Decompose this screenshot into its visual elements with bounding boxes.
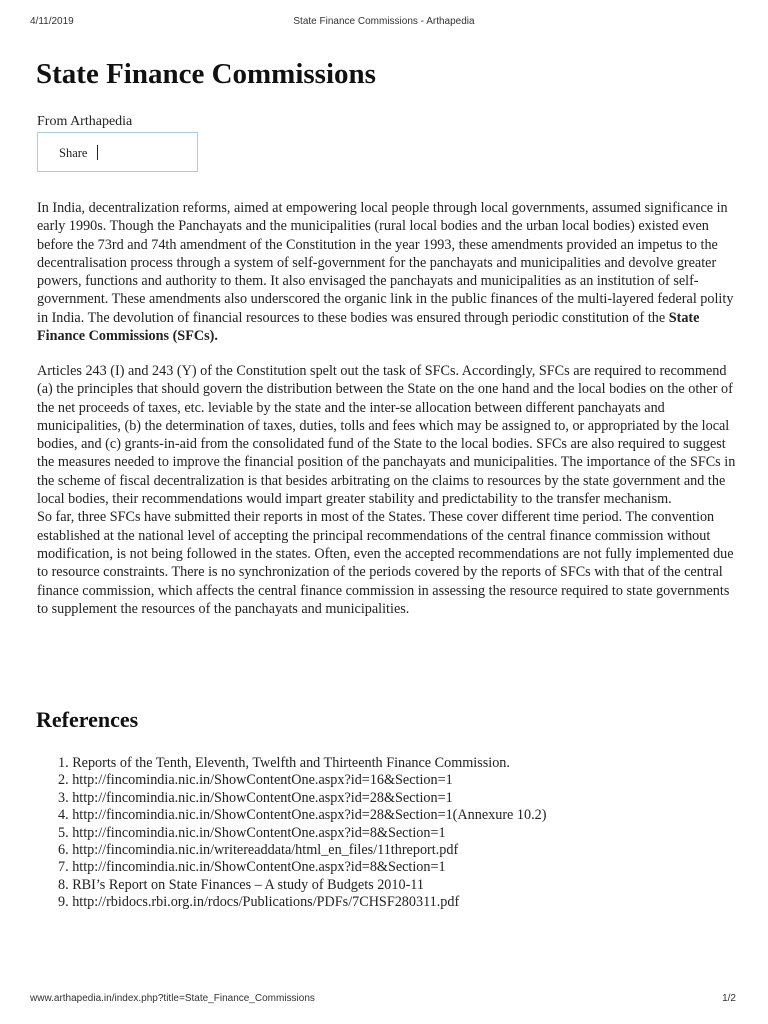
- share-label: Share: [59, 146, 88, 160]
- sfc-tasks-paragraph: Articles 243 (I) and 243 (Y) of the Constitution spelt out the task of SFCs. Accordingly, SFCs are required to recommend (a) the principles that should govern the distribution between the State on the one hand and the local bodies on the other of the net proceeds of taxes, etc. leviable by the state and the inter-se allocation between different panchayats and municipalities, (b) the determination of taxes, duties, tolls and fees which may be assigned to, or appropriated by the local bodies, and (c) grants-in-aid from the consolidated fund of the State to the local bodies. SFCs are also required to suggest the measures needed to improve the financial position of the panchayats and municipalities. The importance of the SFCs in the scheme of fiscal decentralization is that besides arbitrating on the claims to resources by the state government and the local bodies, their recommendations would impart greater stability and predictability to the transfer mechanism.: [37, 363, 736, 508]
- reference-item[interactable]: 6. http://fincomindia.nic.in/writereaddata/html_en_files/11threport.pdf: [58, 842, 459, 859]
- reference-item[interactable]: 5. http://fincomindia.nic.in/ShowContentOne.aspx?id=8&Section=1: [58, 824, 446, 841]
- print-date: 4/11/2019: [30, 16, 74, 27]
- print-url: www.arthapedia.in/index.php?title=State_Finance_Commissions: [30, 993, 315, 1004]
- intro-paragraph-text: In India, decentralization reforms, aimed at empowering local people through local governments, assumed significance in early 1990s. Though the Panchayats and the municipalities (rural local bodies and the urban local bodies) existed even before the 73rd and 74th amendment of the Constitution in the year 1993, these amendments provided an impetus to the decentralisation process through a system of self-government for the panchayats and municipalities and devolve greater powers, functions and authority to them. It also envisaged the panchayats and municipalities as an institution of self-government. These amendments also underscored the organic link in the public finances of the multi-layered federal polity in India. The devolution of financial resources to these bodies was ensured through periodic constitution of the: [37, 200, 734, 326]
- reference-item: 8. RBI’s Report on State Finances – A study of Budgets 2010-11: [58, 876, 424, 893]
- reference-item[interactable]: 9. http://rbidocs.rbi.org.in/rdocs/Publications/PDFs/7CHSF280311.pdf: [58, 894, 460, 911]
- print-footer: [30, 993, 738, 1007]
- reference-item[interactable]: 2. http://fincomindia.nic.in/ShowContentOne.aspx?id=16&Section=1: [58, 772, 453, 789]
- reference-item: 1. Reports of the Tenth, Eleventh, Twelfth and Thirteenth Finance Commission.: [58, 755, 510, 771]
- text-cursor-icon: [97, 145, 98, 160]
- from-line: From Arthapedia: [37, 114, 133, 129]
- intro-paragraph: [37, 199, 743, 345]
- page-title: State Finance Commissions: [36, 58, 376, 90]
- print-header: [30, 16, 738, 30]
- print-page-title: State Finance Commissions - Arthapedia: [293, 16, 475, 27]
- references-list: [58, 755, 546, 912]
- reference-item[interactable]: 4. http://fincomindia.nic.in/ShowContentOne.aspx?id=28&Section=1(Annexure 10.2): [58, 807, 547, 824]
- page-number: 1/2: [722, 993, 736, 1004]
- sfc-tasks-section: [37, 362, 743, 618]
- reference-item[interactable]: 7. http://fincomindia.nic.in/ShowContentOne.aspx?id=8&Section=1: [58, 859, 446, 876]
- references-heading: References: [36, 707, 139, 732]
- share-widget[interactable]: [37, 132, 198, 172]
- sfc-reports-paragraph: So far, three SFCs have submitted their reports in most of the States. These cover different time period. The convention established at the national level of accepting the principal recommendations of the central finance commission without modification, is not being followed in the states. Often, even the accepted recommendations are not fully implemented due to resource constraints. There is no synchronization of the periods covered by the reports of SFCs with that of the central finance commission, which affects the central finance commission in assessing the resource required to state governments to supplement the resources of the panchayats and municipalities.: [37, 509, 734, 617]
- sfc-bold-term: State Finance Commissions (SFCs).: [37, 309, 700, 345]
- reference-item[interactable]: 3. http://fincomindia.nic.in/ShowContentOne.aspx?id=28&Section=1: [58, 789, 453, 806]
